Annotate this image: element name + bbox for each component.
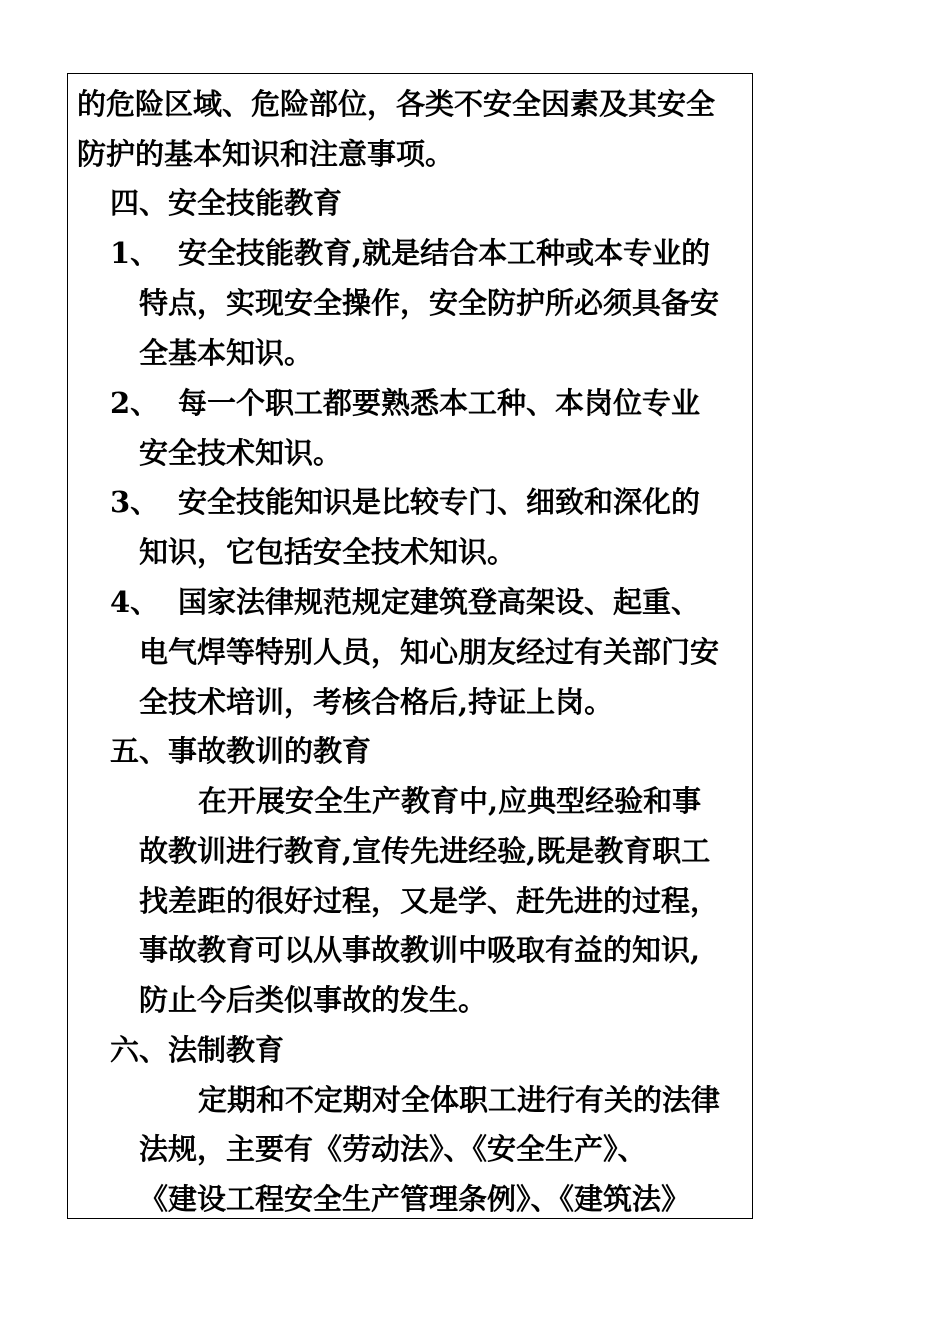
list-item-2-line-1: 每一个职工都要熟悉本工种、本岗位专业 bbox=[178, 386, 701, 420]
section-heading-4: 四、安全技能教育 bbox=[110, 186, 343, 220]
list-item-1-line-3: 全基本知识。 bbox=[139, 336, 314, 370]
list-number-4: 4、 bbox=[110, 585, 160, 619]
list-number-1: 1、 bbox=[110, 236, 160, 270]
section-5-line-2: 故教训进行教育,宣传先进经验,既是教育职工 bbox=[139, 834, 711, 868]
list-item-3-line-1: 安全技能知识是比较专门、细致和深化的 bbox=[178, 485, 701, 519]
section-6-line-1: 定期和不定期对全体职工进行有关的法律 bbox=[198, 1083, 721, 1117]
section-heading-6: 六、法制教育 bbox=[110, 1033, 285, 1067]
section-5-line-4: 事故教育可以从事故教训中吸取有益的知识, bbox=[139, 933, 701, 967]
list-item-1-line-1: 安全技能教育,就是结合本工种或本专业的 bbox=[178, 236, 711, 270]
section-5-line-1: 在开展安全生产教育中,应典型经验和事 bbox=[198, 784, 702, 818]
section-6-line-3: 《建设工程安全生产管理条例》、《建筑法》 bbox=[139, 1182, 691, 1216]
list-number-3: 3、 bbox=[110, 485, 160, 519]
list-item-4-line-3: 全技术培训，考核合格后,持证上岗。 bbox=[139, 685, 614, 719]
list-item-3-line-2: 知识，它包括安全技术知识。 bbox=[139, 535, 517, 569]
section-5-line-3: 找差距的很好过程，又是学、赶先进的过程， bbox=[139, 884, 720, 918]
list-item-4-line-2: 电气焊等特别人员，知心朋友经过有关部门安 bbox=[139, 635, 720, 669]
list-item-2-line-2: 安全技术知识。 bbox=[139, 436, 343, 470]
section-heading-5: 五、事故教训的教育 bbox=[110, 734, 372, 768]
text-line-2: 防护的基本知识和注意事项。 bbox=[77, 137, 455, 171]
list-number-2: 2、 bbox=[110, 386, 160, 420]
list-item-1-line-2: 特点，实现安全操作，安全防护所必须具备安 bbox=[139, 286, 720, 320]
section-5-line-5: 防止今后类似事故的发生。 bbox=[139, 983, 488, 1017]
section-6-line-2: 法规，主要有《劳动法》、《安全生产》、 bbox=[139, 1132, 647, 1166]
text-line-1: 的危险区域、危险部位，各类不安全因素及其安全 bbox=[77, 87, 716, 121]
list-item-4-line-1: 国家法律规范规定建筑登高架设、起重、 bbox=[178, 585, 701, 619]
